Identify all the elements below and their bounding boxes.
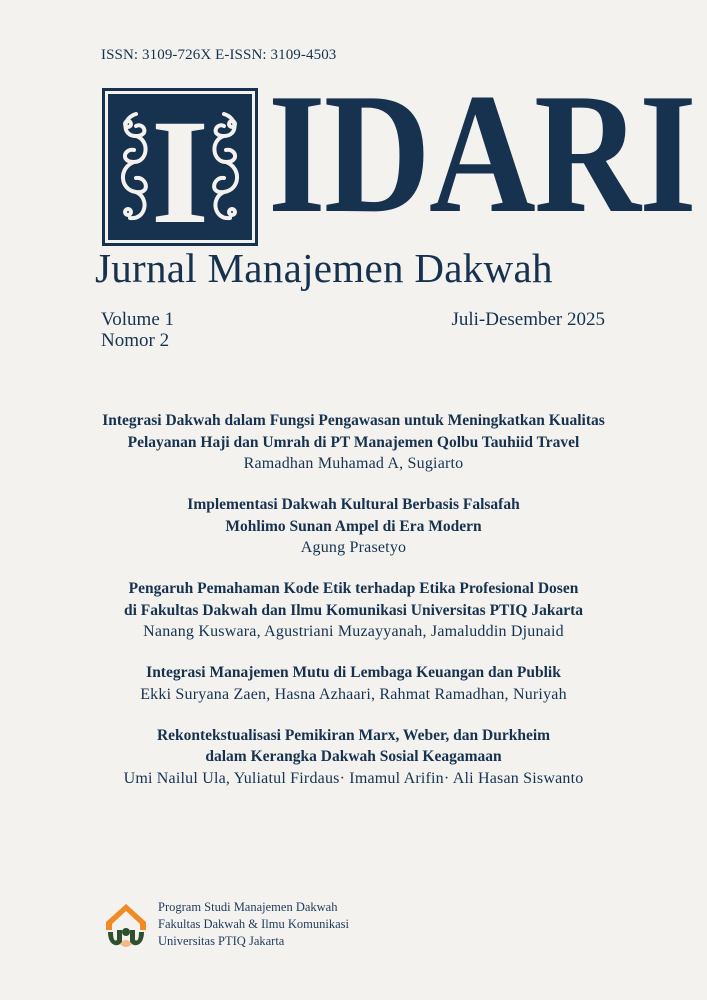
svg-text:I: I — [150, 94, 210, 240]
article-entry — [0, 578, 707, 642]
article-title: Pelayanan Haji dan Umrah di PT Manajemen Qolbu Tauhiid Travel — [127, 433, 580, 451]
issue-period: Juli-Desember 2025 — [451, 309, 605, 330]
article-title: Rekontekstualisasi Pemikiran Marx, Weber, dan Durkheim — [156, 726, 551, 744]
journal-subtitle: Jurnal Manajemen Dakwah — [95, 245, 553, 291]
article-entry — [0, 662, 707, 705]
article-title: Pengaruh Pemahaman Kode Etik terhadap Etika Profesional Dosen — [128, 580, 579, 597]
article-authors: Ekki Suryana Zaen, Hasna Azhaari, Rahmat Ramadhan, Nuriyah — [140, 685, 567, 703]
article-title: dalam Kerangka Dakwah Sosial Keagamaan — [205, 748, 502, 765]
article-authors: Nanang Kuswara, Agustriani Muzayyanah, Jamaluddin Djunaid — [143, 623, 564, 640]
article-entry — [0, 410, 707, 474]
article-list — [0, 410, 707, 809]
publisher-info — [158, 899, 349, 950]
article-entry — [0, 494, 707, 558]
publisher-line: Program Studi Manajemen Dakwah — [158, 900, 338, 914]
journal-title: IDARI — [268, 59, 696, 249]
issue-info — [101, 309, 174, 351]
university-logo-icon — [100, 900, 152, 952]
article-title: Implementasi Dakwah Kultural Berbasis Falsafah — [187, 496, 520, 513]
volume-label: Volume 1 — [101, 309, 175, 330]
article-title: Integrasi Manajemen Mutu di Lembaga Keuangan dan Publik — [146, 664, 561, 681]
ornamental-initial-logo — [102, 88, 258, 246]
article-title: di Fakultas Dakwah dan Ilmu Komunikasi Universitas PTIQ Jakarta — [123, 601, 584, 619]
article-title: Mohlimo Sunan Ampel di Era Modern — [225, 517, 482, 535]
ornament-icon — [108, 94, 252, 240]
publisher-line: Fakultas Dakwah & Ilmu Komunikasi — [158, 917, 349, 931]
article-authors: Ramadhan Muhamad A, Sugiarto — [243, 455, 464, 472]
number-label: Nomor 2 — [101, 330, 170, 351]
article-entry — [0, 725, 707, 789]
issn-text: ISSN: 3109-726X E-ISSN: 3109-4503 — [101, 47, 337, 63]
article-authors: Umi Nailul Ula, Yuliatul Firdaus· Imamul Arifin· Ali Hasan Siswanto — [123, 769, 584, 787]
article-authors: Agung Prasetyo — [300, 539, 407, 556]
article-title: Integrasi Dakwah dalam Fungsi Pengawasan untuk Meningkatkan Kualitas — [102, 412, 605, 429]
publisher-line: Universitas PTIQ Jakarta — [158, 934, 285, 948]
